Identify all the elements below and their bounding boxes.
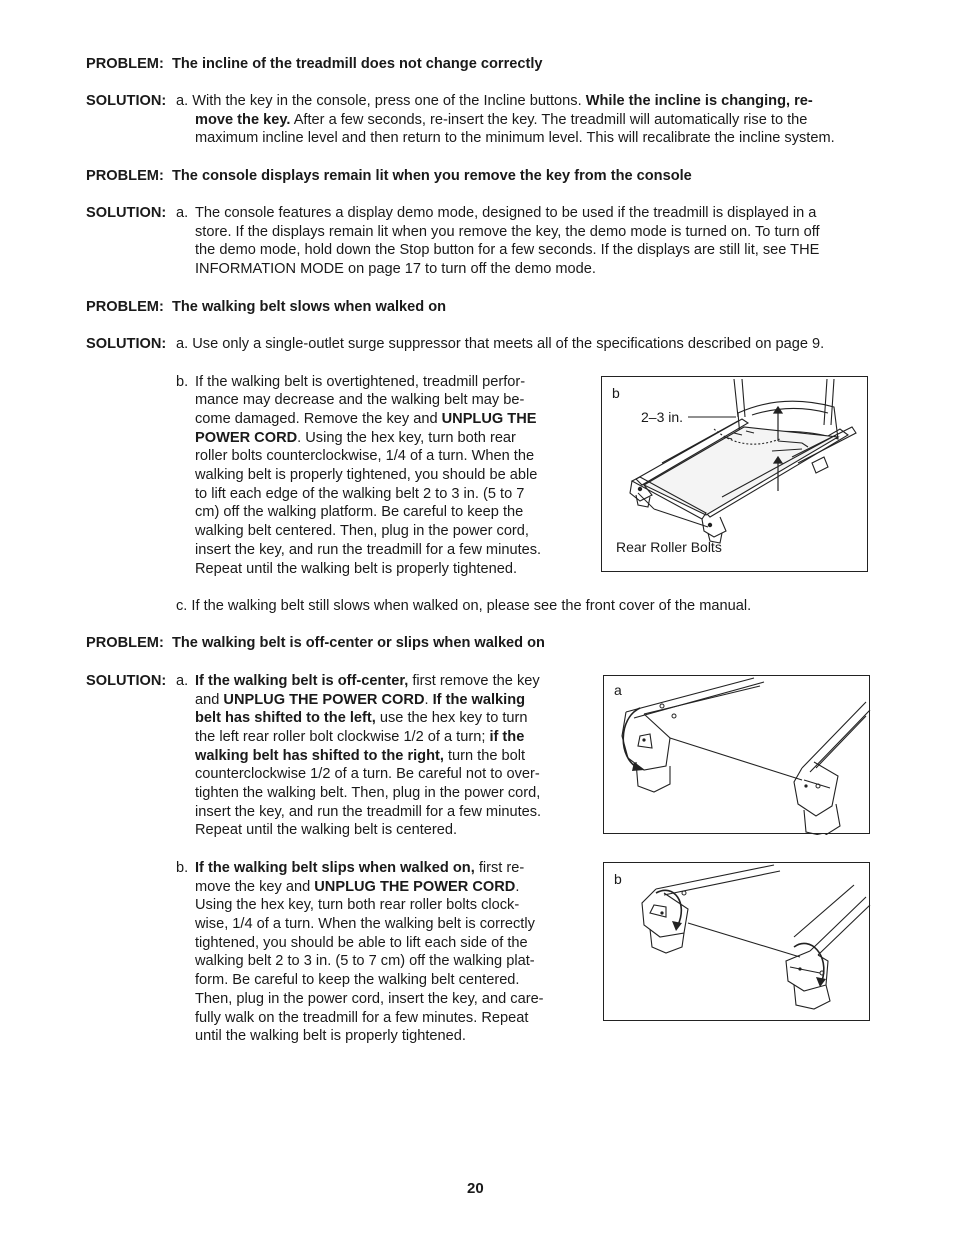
problem-label: PROBLEM: (86, 299, 164, 315)
problem-title: The walking belt slows when walked on (171, 299, 447, 315)
solution-4a-line-1: If the walking belt is off-center, first remove the key (195, 673, 540, 689)
solution-3b-line-7: to lift each edge of the walking belt 2 to 3 in. (5 to 7 (195, 486, 525, 502)
solution-4b-line-4: wise, 1/4 of a turn. When the walking belt is correctly (195, 916, 535, 932)
rear-roller-bolts-label: Rear Roller Bolts (616, 539, 722, 555)
solution-label: SOLUTION: (86, 673, 167, 689)
solution-2a-line-2: store. If the displays remain lit when you remove the key, the demo mode is turned on. To turn off (195, 224, 820, 240)
problem-label: PROBLEM: (86, 635, 164, 651)
figure-belt-slip (603, 862, 870, 1021)
solution-3c: c. If the walking belt still slows when walked on, please see the front cover of the manual. (176, 598, 752, 614)
solution-4b-line-10: until the walking belt is properly tightened. (195, 1028, 466, 1044)
measurement-label: 2–3 in. (641, 409, 684, 425)
solution-2a-letter: a. (176, 205, 189, 221)
solution-3a: a. Use only a single-outlet surge suppressor that meets all of the specifications described on page 9. (176, 336, 825, 352)
solution-4b-line-5: tightened, you should be able to lift each side of the (195, 935, 528, 951)
solution-4a-line-2: and UNPLUG THE POWER CORD. If the walking (195, 692, 526, 708)
solution-4a-line-9: Repeat until the walking belt is centered. (195, 822, 458, 838)
solution-4a-line-5: walking belt has shifted to the right, turn the bolt (195, 748, 526, 764)
page-number: 20 (467, 1180, 484, 1197)
solution-2a-line-1: The console features a display demo mode, designed to be used if the treadmill is displayed in a (195, 205, 817, 221)
problem-title: The incline of the treadmill does not change correctly (171, 56, 543, 72)
problem-4-heading (86, 634, 545, 652)
slip-adjust-illustration (604, 863, 871, 1022)
solution-3b-line-2: mance may decrease and the walking belt may be- (195, 392, 525, 408)
solution-4b-line-1: If the walking belt slips when walked on, first re- (195, 860, 525, 876)
solution-4b-line-2: move the key and UNPLUG THE POWER CORD. (195, 879, 520, 895)
solution-3b-line-10: insert the key, and run the treadmill for a few minutes. (195, 542, 542, 558)
figure-off-center (603, 675, 870, 834)
solution-4a-line-6: counterclockwise 1/2 of a turn. Be careful not to over- (195, 766, 540, 782)
problem-title: The walking belt is off-center or slips when walked on (171, 635, 545, 651)
figure-belt-tension (601, 376, 868, 572)
problem-label: PROBLEM: (86, 168, 164, 184)
solution-4a-line-3: belt has shifted to the left, use the hex key to turn (195, 710, 528, 726)
solution-4a-line-8: insert the key, and run the treadmill for a few minutes. (195, 804, 542, 820)
solution-4a-letter: a. (176, 673, 189, 689)
problem-1-heading (86, 55, 543, 73)
solution-3b-line-5: roller bolts counterclockwise, 1/4 of a turn. When the (195, 448, 535, 464)
solution-2a-line-3: the demo mode, hold down the Stop button for a few seconds. If the displays are still lit, see THE (195, 242, 820, 258)
problem-2-heading (86, 167, 692, 185)
solution-label: SOLUTION: (86, 336, 167, 352)
solution-3b-line-1: If the walking belt is overtightened, treadmill perfor- (195, 374, 526, 390)
solution-4a-line-4: the left rear roller bolt clockwise 1/2 of a turn; if the (195, 729, 525, 745)
problem-title: The console displays remain lit when you remove the key from the console (171, 168, 692, 184)
solution-1a-line-3: maximum incline level and then return to the minimum level. This will recalibrate the incline system. (195, 130, 835, 146)
solution-4a-line-7: tighten the walking belt. Then, plug in the power cord, (195, 785, 541, 801)
solution-3b-line-6: walking belt is properly tightened, you should be able (195, 467, 538, 483)
solution-3b-line-11: Repeat until the walking belt is properly tightened. (195, 561, 518, 577)
solution-4b-letter: b. (176, 860, 189, 876)
solution-3b-line-8: cm) off the walking platform. Be careful to keep the (195, 504, 524, 520)
solution-4b-line-9: fully walk on the treadmill for a few minutes. Repeat (195, 1010, 529, 1026)
solution-2a-line-4: INFORMATION MODE on page 17 to turn off the demo mode. (195, 261, 596, 277)
off-center-adjust-illustration (604, 676, 871, 835)
solution-4b-line-6: walking belt 2 to 3 in. (5 to 7 cm) off the walking plat- (195, 953, 535, 969)
solution-3b-line-3: come damaged. Remove the key and UNPLUG THE (195, 411, 537, 427)
solution-3b-line-4: POWER CORD. Using the hex key, turn both rear (195, 430, 516, 446)
solution-4b-line-3: Using the hex key, turn both rear roller bolts clock- (195, 897, 520, 913)
solution-3b-line-9: walking belt centered. Then, plug in the power cord, (195, 523, 529, 539)
problem-label: PROBLEM: (86, 56, 164, 72)
figure-letter: b (614, 871, 622, 887)
solution-label: SOLUTION: (86, 93, 167, 109)
problem-3-heading (86, 298, 446, 316)
solution-1a-line-1: a. With the key in the console, press one of the Incline buttons. While the incline is changing, re- (176, 93, 813, 109)
solution-1a-line-2: move the key. After a few seconds, re-insert the key. The treadmill will automatically rise to the (195, 112, 808, 128)
solution-label: SOLUTION: (86, 205, 167, 221)
figure-letter: a (614, 682, 622, 698)
figure-letter: b (612, 385, 620, 401)
solution-3b-letter: b. (176, 374, 189, 390)
solution-4b-line-8: Then, plug in the power cord, insert the key, and care- (195, 991, 544, 1007)
solution-4b-line-7: form. Be careful to keep the walking belt centered. (195, 972, 520, 988)
